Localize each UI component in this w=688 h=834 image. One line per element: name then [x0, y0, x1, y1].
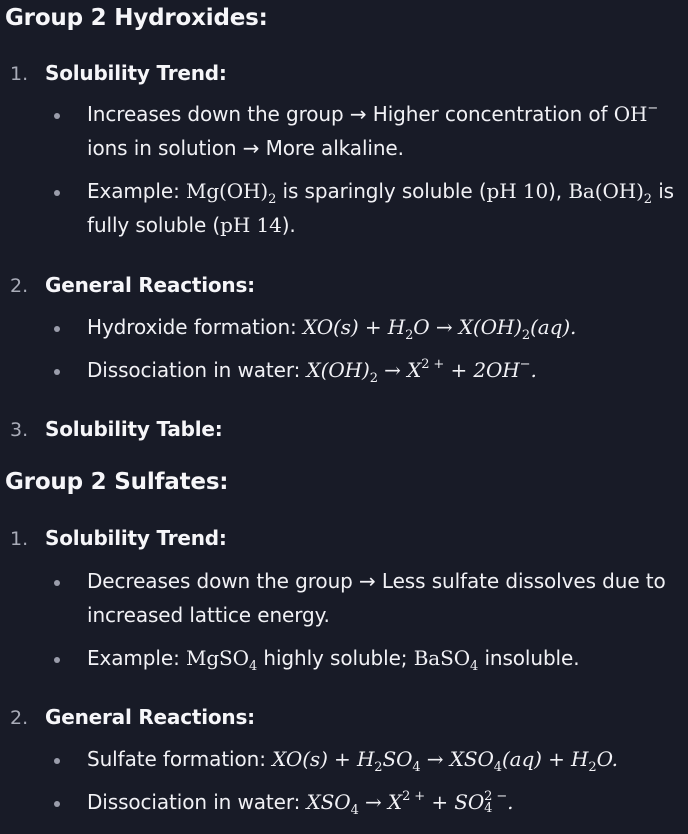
list-item: Dissociation in water: $XSO_4 \to X^{2 +}$ + SO 2 − 4 .	[87, 789, 514, 818]
list-item-continuation: fully soluble (pH 14).	[87, 213, 296, 237]
list-item-continuation: increased lattice energy.	[87, 603, 330, 627]
bullet-icon	[54, 657, 60, 663]
list-number: 3.	[10, 419, 29, 441]
list-number: 2.	[10, 275, 29, 297]
bullet-icon	[54, 758, 60, 764]
list-number: 1.	[10, 63, 29, 85]
subheading-solubility-trend: Solubility Trend:	[45, 526, 227, 550]
bullet-icon	[54, 369, 60, 375]
subheading-solubility-table: Solubility Table:	[45, 417, 223, 441]
bullet-icon	[54, 801, 60, 807]
bullet-icon	[54, 113, 60, 119]
bullet-icon	[54, 190, 60, 196]
section-heading-sulfates: Group 2 Sulfates:	[5, 469, 229, 495]
list-item: Hydroxide formation: $XO(s) + H_2O \to X(OH)_2(aq)$.	[87, 315, 577, 343]
list-item: Example: $Mg(OH)_2$ is sparingly soluble (pH 10), $Ba(OH)_2$ is	[87, 179, 675, 207]
subheading-solubility-trend: Solubility Trend:	[45, 61, 227, 85]
list-item: Sulfate formation: $XO(s) + H_2SO_4 \to XSO_4(aq) + H_2O$.	[87, 747, 618, 775]
list-number: 1.	[10, 528, 29, 550]
list-item-continuation: ions in solution → More alkaline.	[87, 136, 404, 160]
section-heading-hydroxides: Group 2 Hydroxides:	[5, 5, 268, 31]
list-item: Increases down the group → Higher concentration of OH−	[87, 101, 659, 126]
bullet-icon	[54, 326, 60, 332]
list-number: 2.	[10, 707, 29, 729]
bullet-icon	[54, 580, 60, 586]
subheading-general-reactions: General Reactions:	[45, 273, 255, 297]
list-item: Decreases down the group → Less sulfate dissolves due to	[87, 569, 666, 593]
subheading-general-reactions: General Reactions:	[45, 705, 255, 729]
list-item: Dissociation in water: $X(OH)_2 \to X^{2 +} + 2OH^-$.	[87, 357, 537, 386]
list-item: Example: MgSO$_4$ highly soluble; BaSO$_4$ insoluble.	[87, 646, 580, 674]
